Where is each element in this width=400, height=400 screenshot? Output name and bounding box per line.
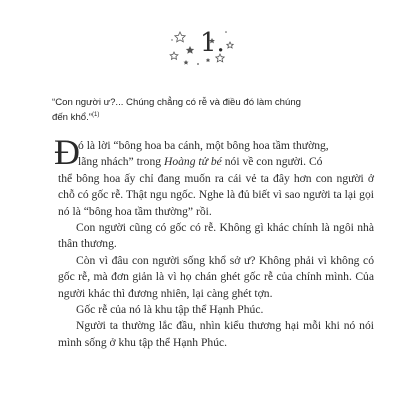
chapter-heading: [168, 24, 238, 68]
epigraph-line-2: đến khổ.”: [52, 112, 93, 123]
epigraph-quote: [52, 95, 370, 125]
paragraph-1-line-2: [58, 154, 374, 170]
drop-cap: Đ: [54, 132, 80, 172]
paragraph-1: [54, 132, 374, 220]
chapter-body: [54, 132, 374, 351]
epigraph-line-1: “Con người ư?... Chúng chẳng có rễ và điều đó làm chúng: [52, 97, 301, 108]
book-title: Hoàng tử bé: [163, 155, 222, 169]
paragraph-1-line-2-end: nói về con người. Có: [221, 155, 323, 169]
paragraph-1-line-2-start: lãng nhách” trong: [78, 155, 164, 169]
paragraph-5: Người ta thường lắc đầu, nhìn kiểu thương hại mỗi khi nó nói mình sống ở khu tập thể Hạnh Phúc.: [58, 319, 374, 349]
footnote-mark: (1): [92, 111, 100, 118]
paragraph-3: Còn vì đâu con người sống khổ sở ư? Không phải vì không có gốc rễ, mà đơn giản là vì họ chán ghét gốc rễ của chính mình. Của người khác thì đương nhiên, lại càng ghét tợn.: [58, 253, 374, 300]
paragraph-2: Con người cũng có gốc có rễ. Không gì khác chính là ngôi nhà thân thương.: [58, 221, 374, 251]
paragraph-1-line-1: ó là lời “bông hoa ba cánh, một bông hoa tầm thường,: [78, 139, 329, 152]
chapter-number: 1.: [200, 28, 225, 58]
paragraph-1-rest: thể bông hoa ấy chỉ đang muốn ra cái vẻ ta đây hơn con người ở chỗ có gốc rễ. Thật ngu ngốc. Nghe là đủ biết vì sao người ta lại gọi nó là “bông hoa tầm thường” rồi.: [58, 171, 374, 218]
paragraph-4: Gốc rễ của nó là khu tập thể Hạnh Phúc.: [76, 303, 264, 317]
